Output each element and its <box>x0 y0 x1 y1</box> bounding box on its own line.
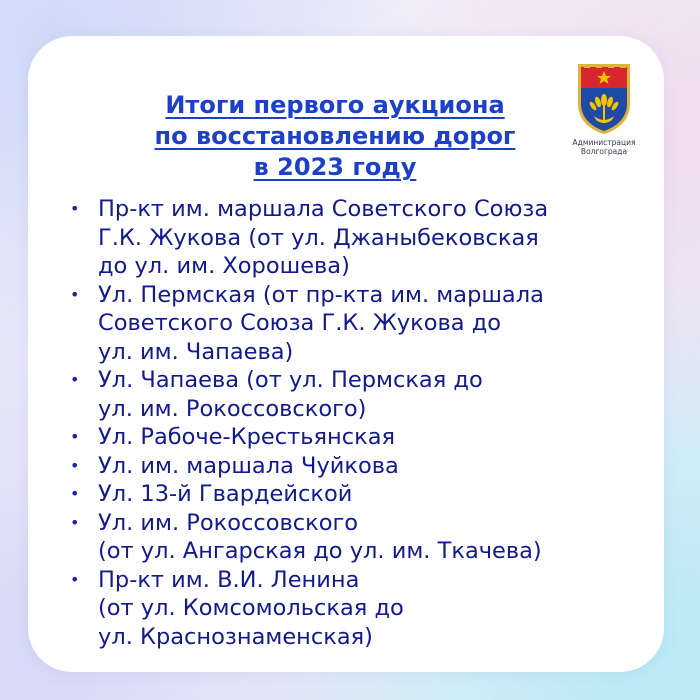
list-item-line: Ул. Пермская (от пр-кта им. маршала <box>98 281 544 308</box>
list-item-line: Г.К. Жукова (от ул. Джаныбековская <box>98 224 539 251</box>
coat-of-arms-icon <box>574 60 634 136</box>
emblem-caption <box>568 138 640 156</box>
bullet-icon: • <box>70 569 80 589</box>
list-item-line: (от ул. Ангарская до ул. им. Ткачева) <box>98 538 542 564</box>
list-item-line: Пр-кт им. В.И. Ленина <box>98 566 360 593</box>
bullet-icon: • <box>70 199 80 218</box>
bullet-icon: • <box>70 427 80 446</box>
title-line: Итоги первого аукциона <box>165 91 505 119</box>
roads-list <box>64 195 644 651</box>
list-item-line: Пр-кт им. маршала Советского Союза <box>98 196 549 222</box>
bullet-icon: • <box>70 370 80 389</box>
volgograd-emblem-logo <box>568 60 640 168</box>
list-item <box>64 281 644 367</box>
list-item <box>64 366 644 423</box>
bullet-icon: • <box>70 484 80 503</box>
list-item-line: ул. им. Рокоссовского) <box>98 395 367 422</box>
list-item-line: Ул. 13-й Гвардейской <box>98 481 353 507</box>
emblem-caption-line: Администрация <box>572 138 636 147</box>
bullet-icon: • <box>70 512 80 532</box>
list-item-line: Ул. Рабоче-Крестьянская <box>98 424 396 450</box>
list-item-line: Ул. Чапаева (от ул. Пермская до <box>98 367 483 393</box>
list-item <box>64 452 644 481</box>
title-line: в 2023 году <box>253 153 417 181</box>
bullet-icon: • <box>70 455 80 475</box>
list-item <box>64 566 644 652</box>
list-item-line: ул. им. Чапаева) <box>98 338 294 365</box>
list-item <box>64 423 644 452</box>
emblem-caption-line: Волгограда <box>580 147 628 156</box>
list-item-line: до ул. им. Хорошева) <box>98 253 350 279</box>
list-item-line: (от ул. Комсомольская до <box>98 595 404 621</box>
list-item-line: ул. Краснознаменская) <box>98 623 373 650</box>
list-item-line: Советского Союза Г.К. Жукова до <box>98 310 502 336</box>
title-line: по восстановлению дорог <box>154 122 516 150</box>
list-item-line: Ул. им. маршала Чуйкова <box>98 452 399 479</box>
list-item <box>64 509 644 566</box>
list-item-line: Ул. им. Рокоссовского <box>98 509 359 536</box>
bullet-icon: • <box>70 284 80 304</box>
list-item <box>64 195 644 281</box>
list-item <box>64 480 644 509</box>
